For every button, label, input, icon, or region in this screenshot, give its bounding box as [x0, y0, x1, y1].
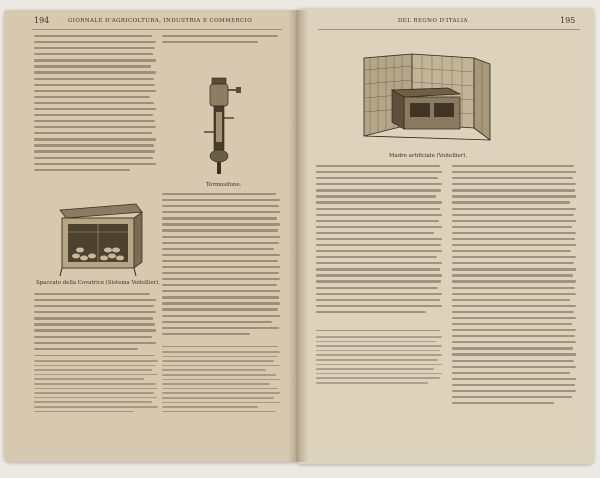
header-rule-right	[318, 29, 580, 30]
left-col2-footnotes	[162, 351, 280, 415]
artificial-mother-illustration	[356, 50, 496, 148]
footnote-rule-left-col1	[34, 355, 154, 356]
page-number-left: 194	[34, 16, 50, 25]
right-col2-text	[452, 165, 576, 408]
book-gutter	[288, 10, 308, 462]
caption-brooder-box: Spaccato della Covatrice (Sistema Voitellier).	[36, 280, 160, 286]
header-rule-left	[32, 29, 282, 30]
right-col1-footnote-table	[316, 336, 442, 387]
caption-artificial-mother: Madre artificiale (Voitellier).	[389, 153, 468, 159]
page-number-right: 195	[560, 16, 576, 25]
left-col2-text-main	[162, 193, 280, 339]
left-col1-text-upper	[34, 35, 156, 175]
running-head-left: GIORNALE D'AGRICOLTURA, INDUSTRIA E COMMERCIO	[68, 18, 253, 24]
left-col2-text-top	[162, 35, 280, 47]
left-col1-footnotes	[34, 360, 158, 415]
running-head-right: DEL REGNO D'ITALIA	[398, 18, 468, 24]
footnote-rule-left-col2	[162, 346, 278, 347]
caption-thermosiphon: Termosifone.	[206, 182, 242, 188]
brooder-box-illustration	[50, 198, 144, 278]
left-col1-text-lower	[34, 293, 156, 354]
right-col1-text	[316, 165, 442, 317]
footnote-rule-right-col1	[316, 330, 440, 331]
thermosiphon-illustration	[196, 74, 244, 178]
